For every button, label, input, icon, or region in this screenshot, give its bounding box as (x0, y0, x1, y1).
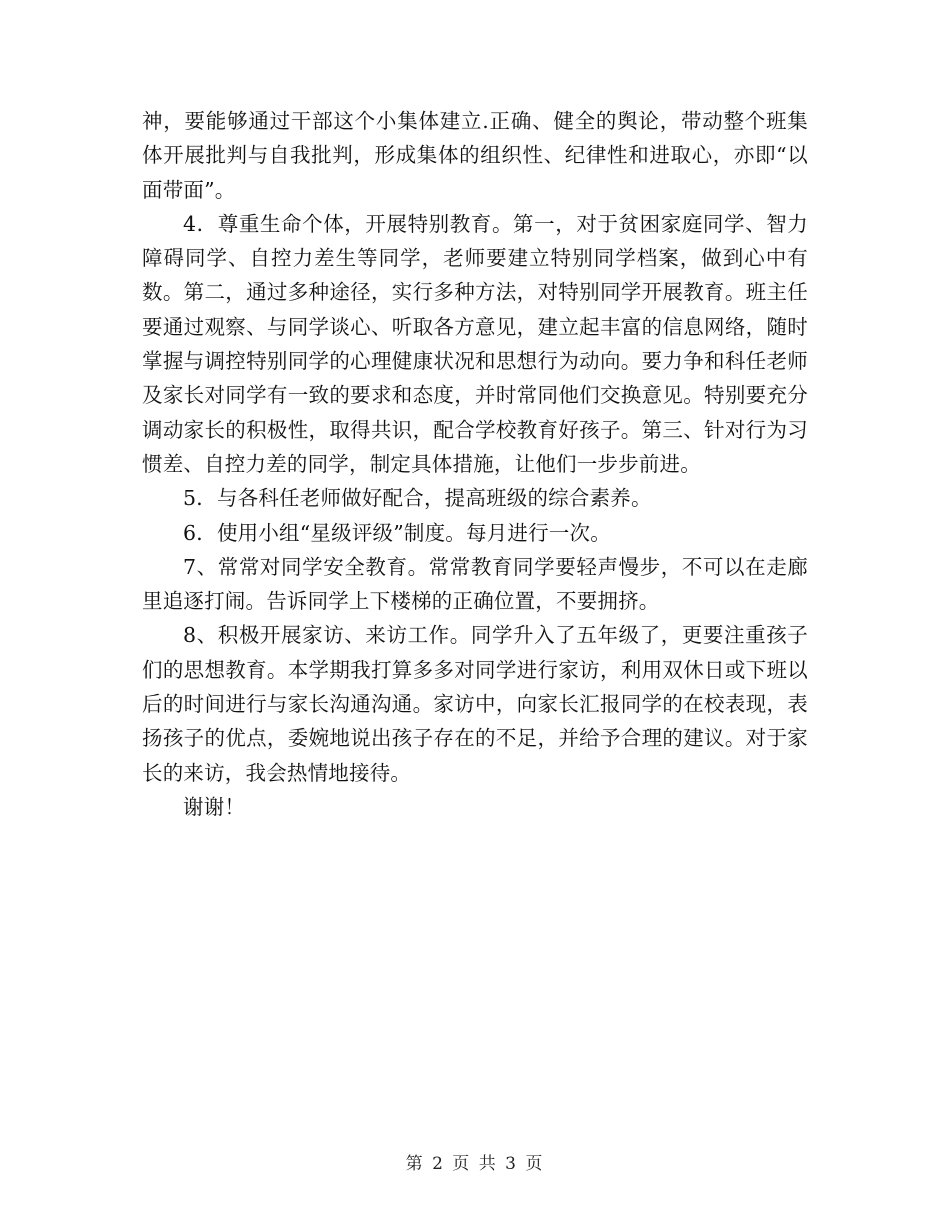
paragraph-item-5: 5．与各科任老师做好配合，提高班级的综合素养。 (183, 486, 652, 511)
page-number-footer: 第 2 页 共 3 页 (405, 1154, 545, 1174)
paragraph-item-4: 4．尊重生命个体，开展特别教育。第一，对于贫困家庭同学、智力障碍同学、自控力差生等同学，老师要建立特别同学档案，做到心中有数。第二，通过多种途径，实行多种方法，对特别同学开展教育。班主任要通过观察、与同学谈心、听取各方意见，建立起丰富的信息网络，随时掌握与调控特别同学的心理健康状况和思想行为动向。要力争和科任老师及家长对同学有一致的要求和态度，并时常同他们交换意见。特别要充分调动家长的积极性，取得共识，配合学校教育好孩子。第三、针对行为习惯差、自控力差的同学，制定具体措施，让他们一步步前进。 (142, 211, 808, 476)
paragraph-item-8: 8、积极开展家访、来访工作。同学升入了五年级了，更要注重孩子们的思想教育。本学期我打算多多对同学进行家访，利用双休日或下班以后的时间进行与家长沟通沟通。家访中，向家长汇报同学的在校表现，表扬孩子的优点，委婉地说出孩子存在的不足，并给予合理的建议。对于家长的来访，我会热情地接待。 (142, 623, 808, 785)
paragraph-item-6: 6．使用小组“星级评级”制度。每月进行一次。 (183, 520, 611, 545)
document-body (142, 104, 808, 824)
paragraph-continuation: 神，要能够通过干部这个小集体建立.正确、健全的舆论，带动整个班集体开展批判与自我批判，形成集体的组织性、纪律性和进取心，亦即“以面带面”。 (142, 109, 808, 202)
paragraph-closing: 谢谢！ (183, 794, 246, 819)
paragraph-item-7: 7、常常对同学安全教育。常常教育同学要轻声慢步，不可以在走廊里追逐打闹。告诉同学上下楼梯的正确位置，不要拥挤。 (142, 554, 808, 614)
